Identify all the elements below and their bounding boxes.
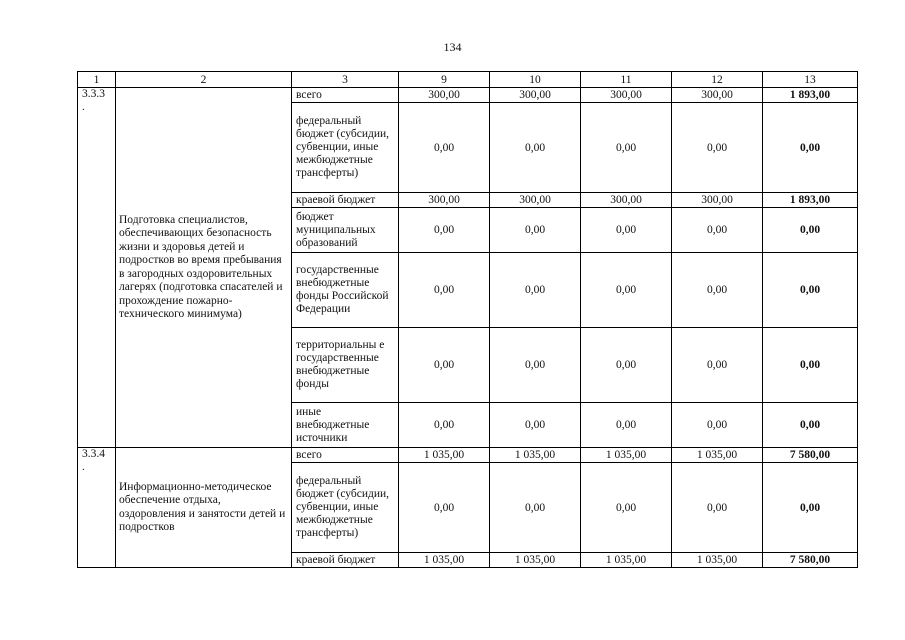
- amount-cell: 1 035,00: [490, 553, 581, 568]
- amount-cell: 0,00: [581, 103, 672, 193]
- funding-source: иные внебюджетные источники: [292, 403, 399, 448]
- amount-cell: 1 035,00: [399, 553, 490, 568]
- column-header: 1: [78, 72, 116, 88]
- amount-cell: 0,00: [490, 103, 581, 193]
- column-header: 13: [763, 72, 858, 88]
- amount-cell: 1 035,00: [581, 553, 672, 568]
- funding-source: всего: [292, 448, 399, 463]
- total-cell: 7 580,00: [763, 448, 858, 463]
- funding-source: территориальны е государственные внебюджетные фонды: [292, 328, 399, 403]
- amount-cell: 0,00: [399, 328, 490, 403]
- total-cell: 0,00: [763, 253, 858, 328]
- amount-cell: 0,00: [672, 403, 763, 448]
- amount-cell: 300,00: [399, 193, 490, 208]
- item-title: Информационно-методическое обеспечение отдыха, оздоровления и занятости детей и подростков: [116, 448, 292, 568]
- amount-cell: 0,00: [399, 403, 490, 448]
- total-cell: 0,00: [763, 328, 858, 403]
- funding-source: бюджет муниципальных образований: [292, 208, 399, 253]
- amount-cell: 300,00: [581, 193, 672, 208]
- amount-cell: 0,00: [672, 208, 763, 253]
- column-header: 10: [490, 72, 581, 88]
- amount-cell: 0,00: [490, 328, 581, 403]
- funding-source: всего: [292, 88, 399, 103]
- amount-cell: 0,00: [581, 208, 672, 253]
- amount-cell: 0,00: [399, 463, 490, 553]
- amount-cell: 0,00: [581, 463, 672, 553]
- total-cell: 1 893,00: [763, 88, 858, 103]
- column-header: 3: [292, 72, 399, 88]
- amount-cell: 0,00: [581, 403, 672, 448]
- funding-source: федеральный бюджет (субсидии, субвенции, иные межбюджетные трансферты): [292, 463, 399, 553]
- column-header: 12: [672, 72, 763, 88]
- amount-cell: 1 035,00: [672, 448, 763, 463]
- amount-cell: 300,00: [490, 193, 581, 208]
- amount-cell: 0,00: [672, 463, 763, 553]
- table-row: [78, 88, 858, 103]
- amount-cell: 0,00: [399, 253, 490, 328]
- amount-cell: 300,00: [581, 88, 672, 103]
- amount-cell: 0,00: [581, 253, 672, 328]
- amount-cell: 300,00: [490, 88, 581, 103]
- column-header: 9: [399, 72, 490, 88]
- table-body: [78, 72, 858, 568]
- table-row: [78, 448, 858, 463]
- amount-cell: 0,00: [399, 103, 490, 193]
- item-title: Подготовка специалистов, обеспечивающих безопасность жизни и здоровья детей и подростков во время пребывания в загородных оздоровительных лагерях (подготовка спасателей и прохождение пожарно-технического минимума): [116, 88, 292, 448]
- amount-cell: 300,00: [672, 88, 763, 103]
- funding-source: краевой бюджет: [292, 553, 399, 568]
- amount-cell: 0,00: [490, 403, 581, 448]
- amount-cell: 0,00: [399, 208, 490, 253]
- item-code: 3.3.4 .: [78, 448, 116, 568]
- amount-cell: 300,00: [672, 193, 763, 208]
- amount-cell: 0,00: [672, 253, 763, 328]
- amount-cell: 0,00: [581, 328, 672, 403]
- amount-cell: 1 035,00: [490, 448, 581, 463]
- amount-cell: 0,00: [490, 208, 581, 253]
- total-cell: 1 893,00: [763, 193, 858, 208]
- total-cell: 7 580,00: [763, 553, 858, 568]
- column-header: 11: [581, 72, 672, 88]
- item-code: 3.3.3 .: [78, 88, 116, 448]
- amount-cell: 1 035,00: [581, 448, 672, 463]
- funding-source: краевой бюджет: [292, 193, 399, 208]
- header-row: [78, 72, 858, 88]
- amount-cell: 0,00: [490, 253, 581, 328]
- amount-cell: 1 035,00: [672, 553, 763, 568]
- page-number: 134: [443, 40, 462, 54]
- budget-table: [77, 71, 858, 568]
- amount-cell: 1 035,00: [399, 448, 490, 463]
- total-cell: 0,00: [763, 403, 858, 448]
- amount-cell: 0,00: [672, 103, 763, 193]
- amount-cell: 0,00: [490, 463, 581, 553]
- funding-source: федеральный бюджет (субсидии, субвенции, иные межбюджетные трансферты): [292, 103, 399, 193]
- total-cell: 0,00: [763, 463, 858, 553]
- total-cell: 0,00: [763, 208, 858, 253]
- funding-source: государственные внебюджетные фонды Российской Федерации: [292, 253, 399, 328]
- amount-cell: 0,00: [672, 328, 763, 403]
- total-cell: 0,00: [763, 103, 858, 193]
- column-header: 2: [116, 72, 292, 88]
- amount-cell: 300,00: [399, 88, 490, 103]
